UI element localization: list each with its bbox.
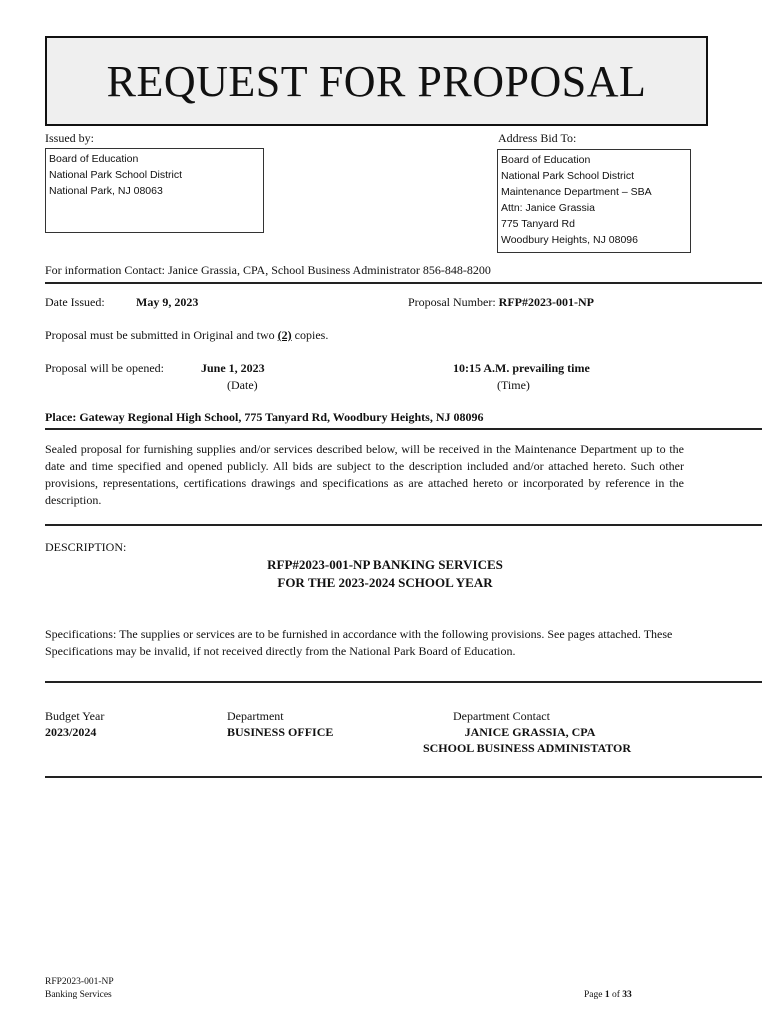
footer-doc-id: RFP2023-001-NP: [45, 977, 114, 987]
department-contact-name: JANICE GRASSIA, CPA: [464, 725, 596, 739]
proposal-number-value: RFP#2023-001-NP: [498, 295, 594, 309]
issued-by-line: National Park, NJ 08063: [49, 185, 163, 197]
info-contact: For information Contact: Janice Grassia, CPA, School Business Administrator 856-848-8200: [45, 263, 491, 277]
address-line: 775 Tanyard Rd: [501, 218, 575, 230]
address-bid-to-label: Address Bid To:: [498, 131, 577, 145]
copies-count: (2): [277, 328, 292, 342]
copies-suffix: copies.: [291, 328, 329, 342]
title-box: [45, 36, 708, 126]
page-prefix: Page: [584, 990, 605, 1000]
page-middle: of: [609, 990, 623, 1000]
budget-year-label: Budget Year: [45, 709, 105, 723]
specifications-paragraph: Specifications: The supplies or services are to be furnished in accordance with the following provisions. See pages attached. These Specifications may be invalid, if not received directly from the National Park Board of Education.: [45, 627, 673, 658]
issued-by-line: National Park School District: [49, 169, 183, 181]
divider: [45, 428, 762, 430]
divider: [45, 282, 762, 284]
address-line: Woodbury Heights, NJ 08096: [501, 234, 638, 246]
opened-date-caption: (Date): [227, 378, 258, 392]
divider: [45, 681, 762, 683]
opened-date: June 1, 2023: [201, 361, 265, 375]
department-value: BUSINESS OFFICE: [227, 725, 334, 739]
address-line: Maintenance Department – SBA: [501, 186, 652, 198]
opened-time-caption: (Time): [497, 378, 530, 392]
description-line-1: RFP#2023-001-NP BANKING SERVICES: [267, 557, 503, 572]
issued-by-line: Board of Education: [49, 153, 139, 165]
issued-by-label: Issued by:: [45, 131, 94, 145]
divider: [45, 524, 762, 526]
address-line: Board of Education: [501, 154, 591, 166]
opened-time: 10:15 A.M. prevailing time: [453, 361, 590, 375]
copies-prefix: Proposal must be submitted in Original and two: [45, 328, 278, 342]
divider: [45, 776, 762, 778]
footer-left: [45, 976, 114, 1002]
department-contact-title: SCHOOL BUSINESS ADMINISTATOR: [422, 741, 632, 755]
document-title: REQUEST FOR PROPOSAL: [106, 56, 647, 106]
description-line-2: FOR THE 2023-2024 SCHOOL YEAR: [277, 575, 493, 590]
footer-doc-name: Banking Services: [45, 990, 112, 1000]
sealed-proposal-paragraph: Sealed proposal for furnishing supplies and/or services described below, will be received in the Maintenance Department up to the date and time specified and opened publicly. All bids are subject to the description included and/or attached hereto. Such other provisions, representations, certifications drawings and specifications as are attached hereto or incorporated by reference in the description.: [45, 442, 684, 507]
proposal-number-label: Proposal Number:: [408, 295, 496, 309]
opened-label: Proposal will be opened:: [45, 361, 164, 375]
description-label: DESCRIPTION:: [45, 540, 127, 554]
address-line: Attn: Janice Grassia: [501, 202, 595, 214]
address-line: National Park School District: [501, 170, 635, 182]
issued-by-box: [45, 148, 264, 233]
copies-line: [45, 328, 328, 343]
address-bid-to-box: [497, 149, 691, 253]
place: Place: Gateway Regional High School, 775 Tanyard Rd, Woodbury Heights, NJ 08096: [45, 410, 484, 424]
page-indicator: [584, 989, 632, 1002]
page-total: 33: [622, 990, 632, 1000]
page-number: 1: [604, 990, 610, 1000]
date-issued-label: Date Issued:: [45, 295, 105, 309]
department-label: Department: [227, 709, 284, 723]
budget-year-value: 2023/2024: [45, 725, 97, 739]
department-contact-label: Department Contact: [453, 709, 550, 723]
date-issued-value: May 9, 2023: [136, 295, 199, 309]
